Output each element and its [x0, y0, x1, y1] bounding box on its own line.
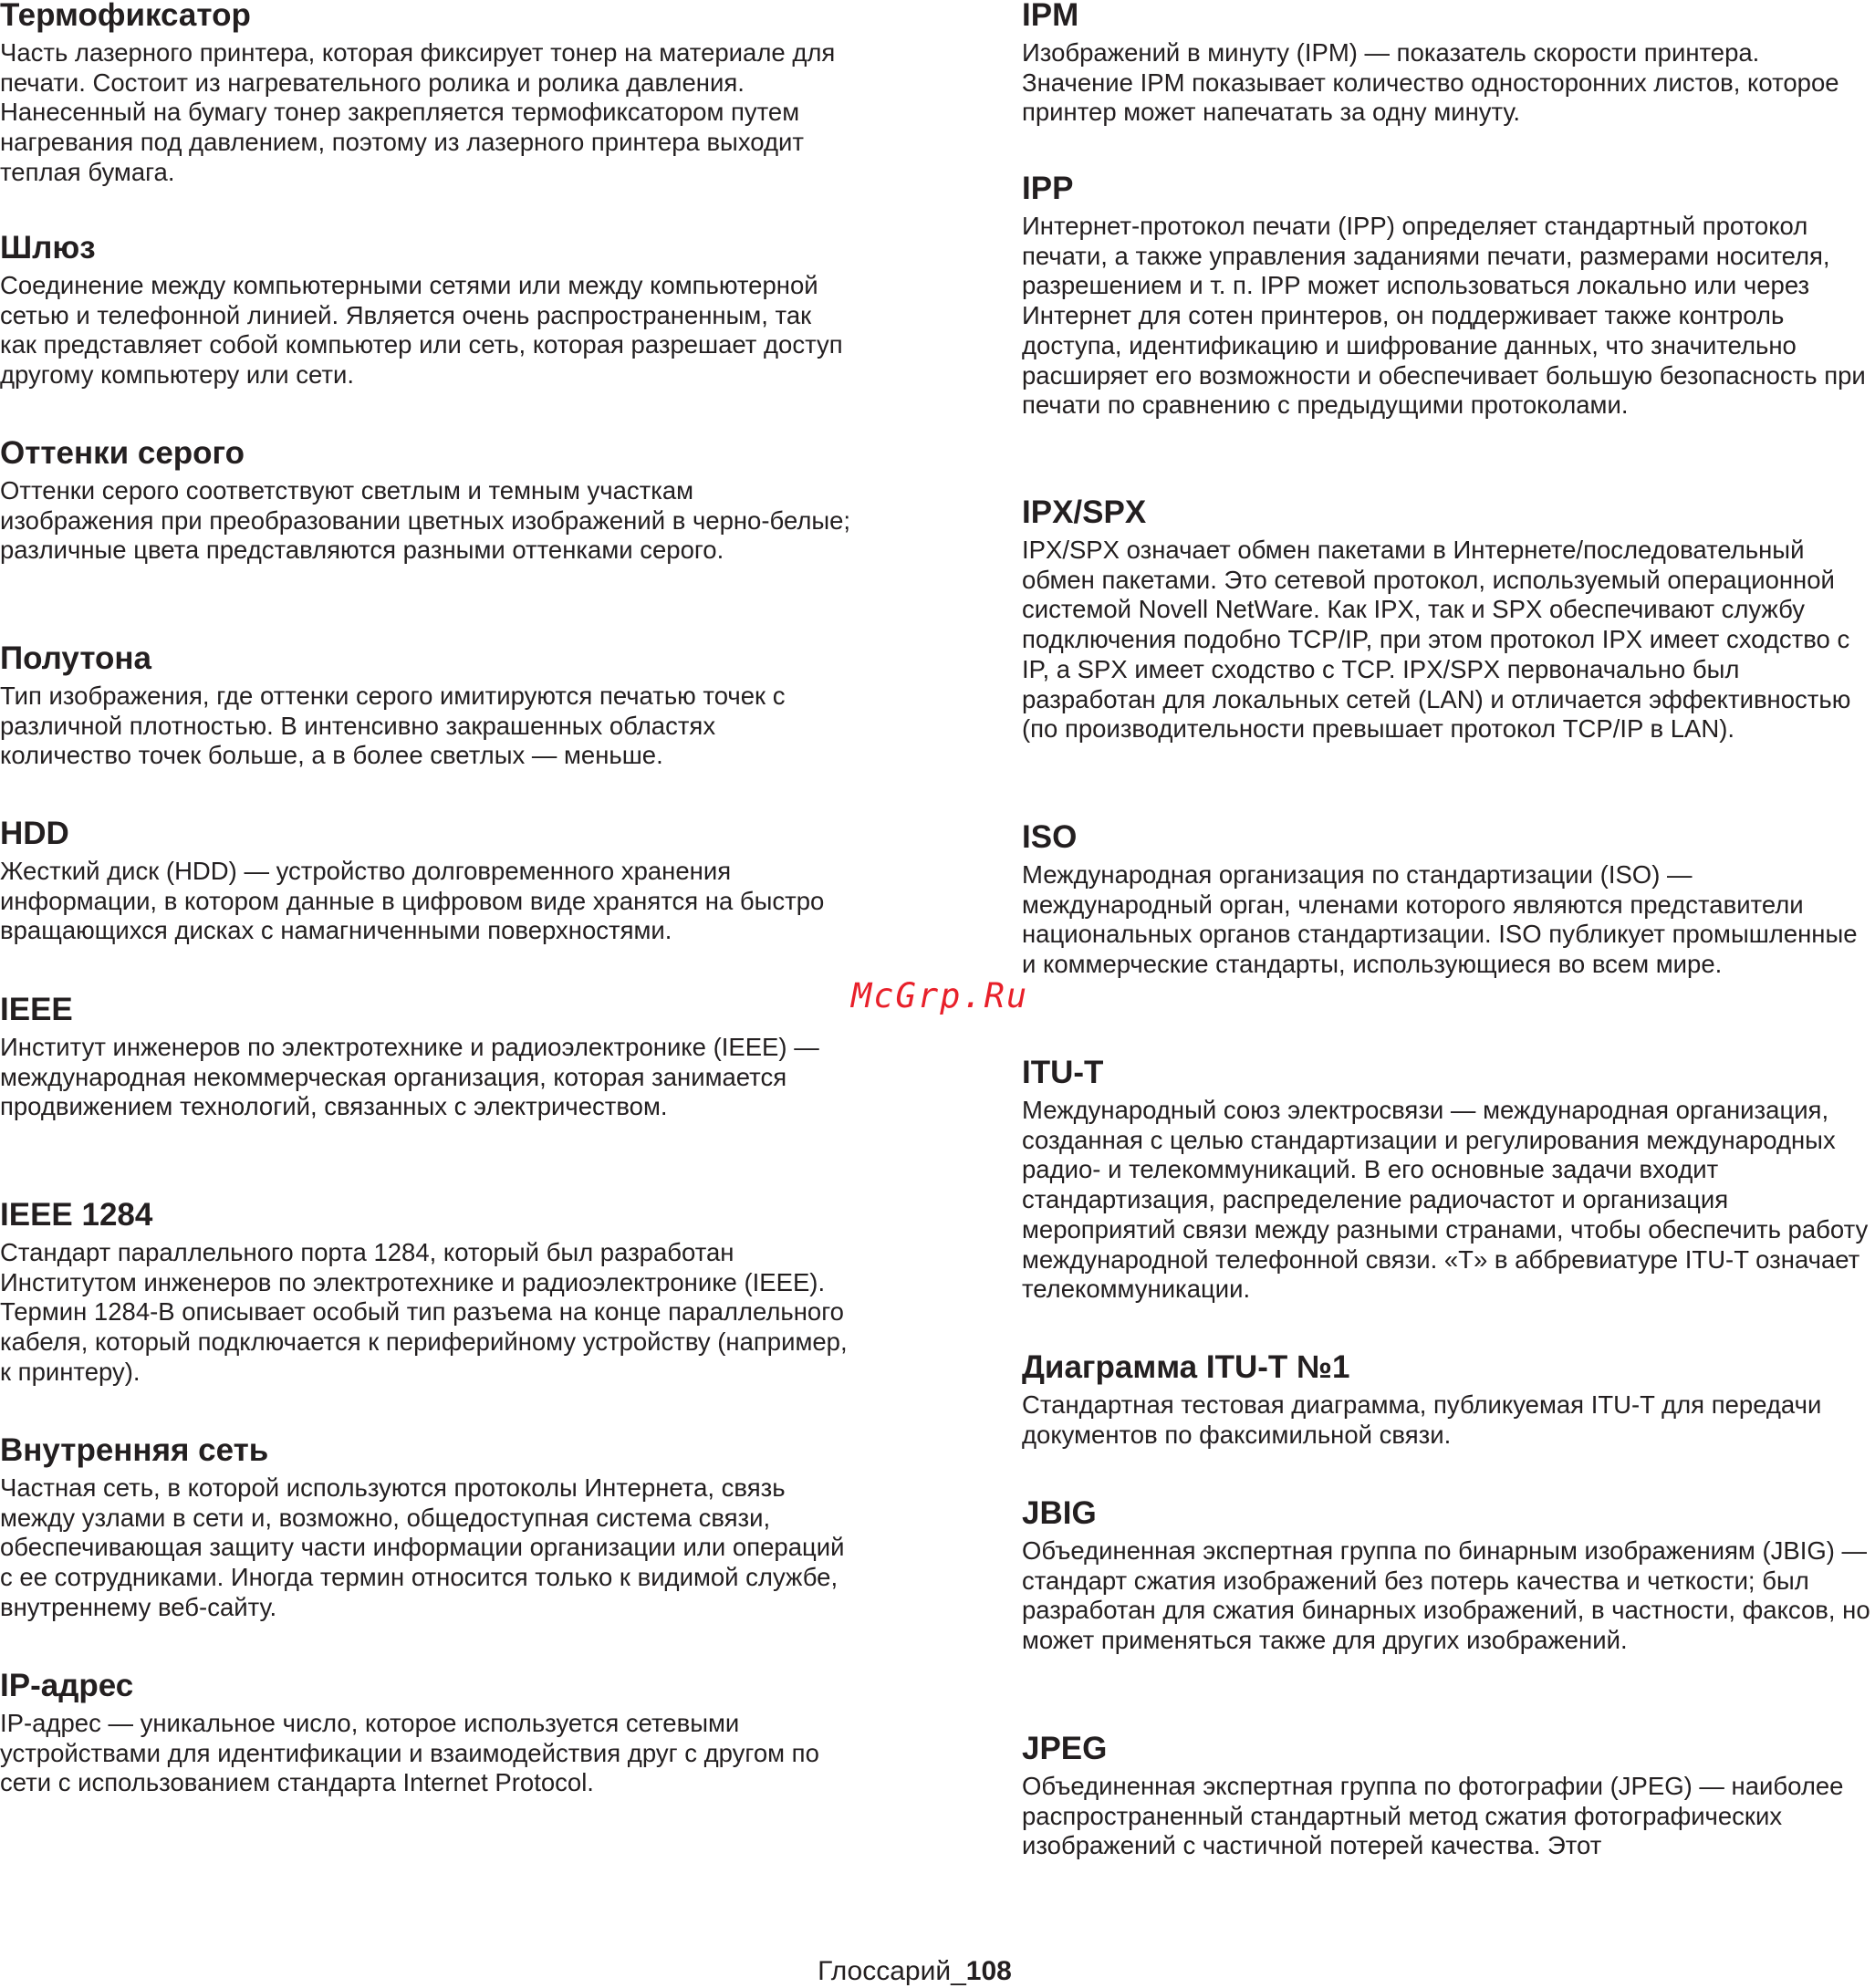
entry-term: Оттенки серого — [0, 435, 245, 471]
page-footer — [0, 1956, 1829, 1987]
glossary-entry — [0, 1197, 853, 1388]
entry-definition: Институт инженеров по электротехнике и радиоэлектронике (IEEE) — международная некоммерческая организация, которая занимается продвижением технологий, связанных с электричеством. — [0, 1033, 819, 1121]
entry-definition: Тип изображения, где оттенки серого имитируются печатью точек с различной плотностью. В интенсивно закрашенных областях количество точек больше, а в более светлых — меньше. — [0, 682, 786, 770]
entry-definition: Жесткий диск (HDD) — устройство долговременного хранения информации, в котором данные в цифровом виде хранятся на быстро вращающихся дисках с намагниченными поверхностями. — [0, 857, 825, 945]
entry-definition: Объединенная экспертная группа по фотографии (JPEG) — наиболее распространенный стандартный метод сжатия фотографических изображений с частичной потерей качества. Этот — [1022, 1772, 1844, 1860]
entry-term: Диаграмма ITU-T №1 — [1022, 1349, 1350, 1385]
glossary-entry — [1022, 494, 1875, 744]
entry-definition: Стандарт параллельного порта 1284, который был разработан Институтом инженеров по электротехнике и радиоэлектронике (IEEE). Термин 1284-B описывает особый тип разъема на конце параллельного кабеля, который подключается к периферийному устройству (например, к принтеру). — [0, 1238, 848, 1386]
glossary-entry — [0, 640, 853, 771]
entry-term: IPP — [1022, 171, 1074, 206]
entry-term: Термофиксатор — [0, 0, 251, 33]
entry-term: ISO — [1022, 819, 1078, 855]
entry-definition: Международный союз электросвязи — международная организация, созданная с целью стандартизации и регулирования международных радио- и телекоммуникаций. В его основные задачи входит стандартизация, распределение радиочастот и организация мероприятий связи между разными странами, чтобы обеспечить работу международной телефонной связи. «T» в аббревиатуре ITU-T означает телекоммуникации. — [1022, 1096, 1869, 1304]
entry-term: JBIG — [1022, 1495, 1097, 1531]
glossary-entry — [0, 230, 853, 390]
entry-term: HDD — [0, 816, 69, 851]
entry-term: JPEG — [1022, 1731, 1108, 1766]
glossary-entry — [1022, 173, 1875, 421]
entry-definition: IPX/SPX означает обмен пакетами в Интернете/последовательный обмен пакетами. Это сетевой протокол, используемый операционной системой Novell NetWare. Как IPX, так и SPX обеспечивают службу подключения подобно TCP/IP, при этом протокол IPX имеет сходство с IP, а SPX имеет сходство с TCP. IPX/SPX первоначально был разработан для локальных сетей (LAN) и отличается эффективностью (по производительности превышает протокол TCP/IP в LAN). — [1022, 536, 1851, 744]
glossary-entry — [0, 1668, 853, 1798]
glossary-entry — [1022, 1349, 1875, 1450]
entry-definition: Стандартная тестовая диаграмма, публикуемая ITU-T для передачи документов по факсимильной связи. — [1022, 1390, 1822, 1449]
entry-definition: Международная организация по стандартизации (ISO) — международный орган, членами которого являются представители национальных органов стандартизации. ISO публикует промышленные и коммерческие стандарты, использующиеся во всем мире. — [1022, 860, 1858, 979]
glossary-entry — [1022, 0, 1875, 128]
entry-term: Полутона — [0, 640, 151, 676]
watermark-text: McGrp.Ru — [851, 976, 1029, 1015]
entry-term: IP-адрес — [0, 1668, 134, 1703]
entry-definition: Интернет-протокол печати (IPP) определяет стандартный протокол печати, а также управления заданиями печати, размерами носителя, разрешением и т. п. IPP может использоваться локально или через Интернет для сотен принтеров, он поддерживает также контроль доступа, идентификацию и шифрование данных, что значительно расширяет его возможности и обеспечивает большую безопасность при печати по сравнению с предыдущими протоколами. — [1022, 212, 1866, 420]
glossary-entry — [0, 1432, 853, 1623]
entry-term: IEEE 1284 — [0, 1197, 153, 1233]
footer-section-label: Глоссарий_ — [818, 1956, 966, 1986]
entry-definition: Часть лазерного принтера, которая фиксирует тонер на материале для печати. Состоит из нагревательного ролика и ролика давления. Нанесенный на бумагу тонер закрепляется термофиксатором путем нагревания под давлением, поэтому из лазерного принтера выходит теплая бумага. — [0, 38, 836, 186]
entry-term: IEEE — [0, 992, 73, 1027]
entry-term: Шлюз — [0, 230, 96, 265]
glossary-entry — [0, 0, 853, 188]
entry-term: IPX/SPX — [1022, 494, 1147, 530]
glossary-entry — [1022, 1057, 1875, 1305]
entry-definition: Оттенки серого соответствуют светлым и темным участкам изображения при преобразовании цветных изображений в черно-белые; различные цвета представляются разными оттенками серого. — [0, 476, 851, 565]
glossary-entry — [0, 818, 853, 946]
entry-definition: Соединение между компьютерными сетями или между компьютерной сетью и телефонной линией. Является очень распространенным, так как представляет собой компьютер или сеть, которая разрешает доступ другому компьютеру или сети. — [0, 271, 843, 390]
glossary-entry — [1022, 819, 1875, 980]
entry-term: IPM — [1022, 0, 1079, 33]
entry-definition: IP-адрес — уникальное число, которое используется сетевыми устройствами для идентификации и взаимодействия друг с другом по сети с использованием стандарта Internet Protocol. — [0, 1709, 819, 1797]
glossary-entry — [1022, 1495, 1875, 1656]
entry-definition: Объединенная экспертная группа по бинарным изображениям (JBIG) — стандарт сжатия изображений без потерь качества и четкости; был разработан для сжатия бинарных изображений, в частности, факсов, но может применяться также для других изображений. — [1022, 1536, 1870, 1655]
glossary-entry — [0, 994, 853, 1122]
entry-definition: Частная сеть, в которой используются протоколы Интернета, связь между узлами в сети и, возможно, общедоступная система связи, обеспечивающая защиту части информации организации или операций с ее сотрудниками. Иногда термин относится только к видимой службе, внутреннему веб-сайту. — [0, 1473, 845, 1621]
glossary-entry — [0, 435, 853, 566]
entry-definition: Изображений в минуту (IPM) — показатель скорости принтера. Значение IPM показывает количество односторонних листов, которое принтер может напечатать за одну минуту. — [1022, 38, 1839, 127]
glossary-entry — [1022, 1733, 1875, 1861]
page-number: 108 — [965, 1956, 1012, 1986]
entry-term: ITU-T — [1022, 1055, 1104, 1090]
entry-term: Внутренняя сеть — [0, 1432, 269, 1468]
